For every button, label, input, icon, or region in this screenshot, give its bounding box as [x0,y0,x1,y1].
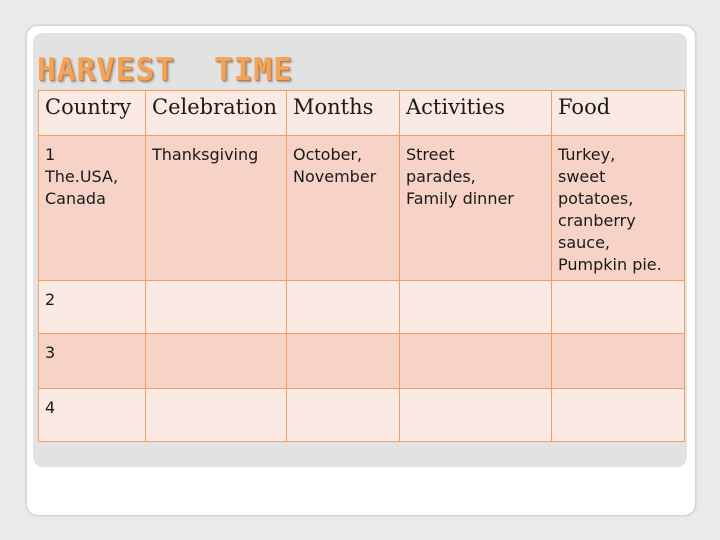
cell-country: 1 The.USA, Canada [39,136,146,281]
slide-title: HARVEST TIME [37,52,293,88]
cell-months: October, November [287,136,400,281]
cell-months [287,281,400,334]
cell-food [552,334,685,389]
cell-country: 2 [39,281,146,334]
cell-food: Turkey, sweet potatoes, cranberry sauce, Pumpkin pie. [552,136,685,281]
header-activities: Activities [400,91,552,136]
cell-celebration [146,334,287,389]
harvest-table [38,90,685,442]
header-food: Food [552,91,685,136]
header-country: Country [39,91,146,136]
cell-months [287,334,400,389]
cell-months [287,389,400,442]
cell-activities [400,281,552,334]
cell-celebration: Thanksgiving [146,136,287,281]
cell-food [552,389,685,442]
cell-food [552,281,685,334]
table-row [39,136,685,281]
header-celebration: Celebration [146,91,287,136]
table-row [39,334,685,389]
table-row [39,281,685,334]
cell-activities: Street parades, Family dinner [400,136,552,281]
table-row [39,389,685,442]
cell-celebration [146,389,287,442]
header-months: Months [287,91,400,136]
cell-country: 4 [39,389,146,442]
cell-country: 3 [39,334,146,389]
cell-activities [400,334,552,389]
cell-celebration [146,281,287,334]
table-header-row [39,91,685,136]
cell-activities [400,389,552,442]
